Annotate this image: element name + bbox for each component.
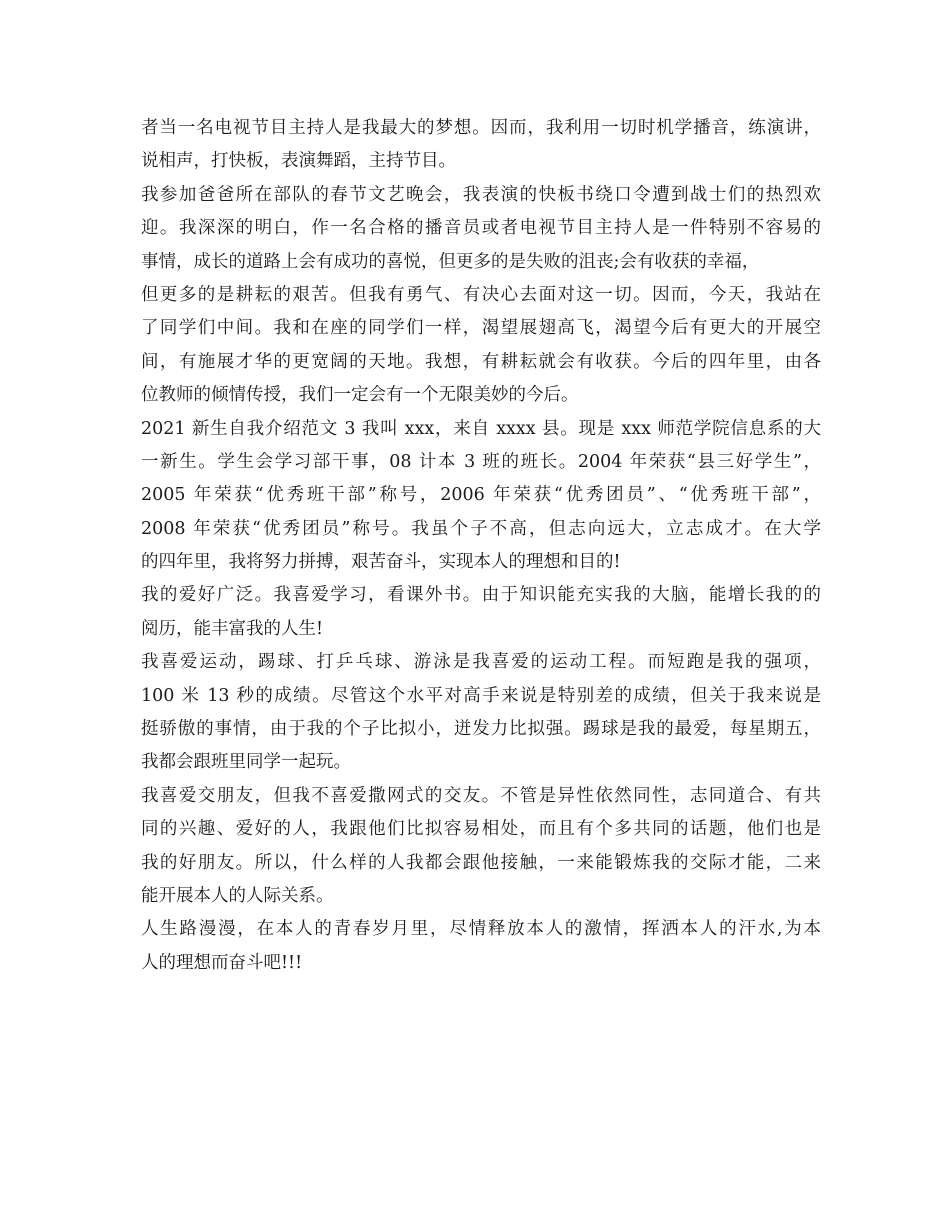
text-line: 迎。我深深的明白，作一名合格的播音员或者电视节目主持人是一件特别不容易的	[141, 218, 821, 239]
text-line: 100 米 13 秒的成绩。尽管这个水平对高手来说是特别差的成绩，但关于我来说是	[141, 685, 821, 706]
text-line: 间，有施展才华的更宽阔的天地。我想，有耕耘就会有收获。今后的四年里，由各	[141, 351, 821, 372]
text-line: 同的兴趣、爱好的人，我跟他们比拟容易相处，而且有个多共同的话题，他们也是	[141, 819, 821, 840]
text-line: 挺骄傲的事情，由于我的个子比拟小，迸发力比拟强。踢球是我的最爱，每星期五，	[141, 719, 821, 740]
text-line: 我喜爱运动，踢球、打乒乓球、游泳是我喜爱的运动工程。而短跑是我的强项，	[141, 652, 821, 673]
text-line: 我参加爸爸所在部队的春节文艺晚会，我表演的快板书绕口令遭到战士们的热烈欢	[141, 184, 821, 205]
text-line: 一新生。学生会学习部干事，08 计本 3 班的班长。2004 年荣获“县三好学生”，	[141, 451, 821, 472]
text-line: 人生路漫漫，在本人的青春岁月里，尽情释放本人的激情，挥洒本人的汗水,为本	[141, 919, 821, 940]
text-line: 但更多的是耕耘的艰苦。但我有勇气、有决心去面对这一切。因而，今天，我站在	[141, 284, 821, 305]
text-line: 人的理想而奋斗吧!!!	[141, 952, 303, 973]
text-line: 事情，成长的道路上会有成功的喜悦，但更多的是失败的沮丧;会有收获的幸福，	[141, 251, 760, 272]
document-body	[141, 112, 821, 980]
text-line: 能开展本人的人际关系。	[141, 885, 334, 906]
text-line: 我的好朋友。所以，什么样的人我都会跟他接触，一来能锻炼我的交际才能，二来	[141, 852, 821, 873]
text-line: 说相声，打快板，表演舞蹈，主持节目。	[141, 151, 456, 172]
text-line: 的四年里，我将努力拼搏，艰苦奋斗，实现本人的理想和目的!	[141, 552, 621, 573]
text-line: 了同学们中间。我和在座的同学们一样，渴望展翅高飞，渴望今后有更大的开展空	[141, 318, 821, 339]
text-line: 我的爱好广泛。我喜爱学习，看课外书。由于知识能充实我的大脑，能增长我的的	[141, 585, 821, 606]
text-line: 2008 年荣获“优秀团员”称号。我虽个子不高，但志向远大，立志成才。在大学	[141, 518, 821, 539]
text-line: 我喜爱交朋友，但我不喜爱撒网式的交友。不管是异性依然同性，志同道合、有共	[141, 785, 821, 806]
text-line: 位教师的倾情传授，我们一定会有一个无限美妙的今后。	[141, 385, 579, 406]
text-line: 我都会跟班里同学一起玩。	[141, 752, 351, 773]
text-line: 者当一名电视节目主持人是我最大的梦想。因而，我利用一切时机学播音，练演讲，	[141, 118, 821, 138]
text-line: 2021 新生自我介绍范文 3 我叫 xxx，来自 xxxx 县。现是 xxx 师范学院信息系的大	[141, 418, 821, 439]
text-line: 2005 年荣获“优秀班干部”称号，2006 年荣获“优秀团员”、“优秀班干部”，	[141, 485, 821, 506]
text-line: 阅历，能丰富我的人生!	[141, 618, 324, 639]
